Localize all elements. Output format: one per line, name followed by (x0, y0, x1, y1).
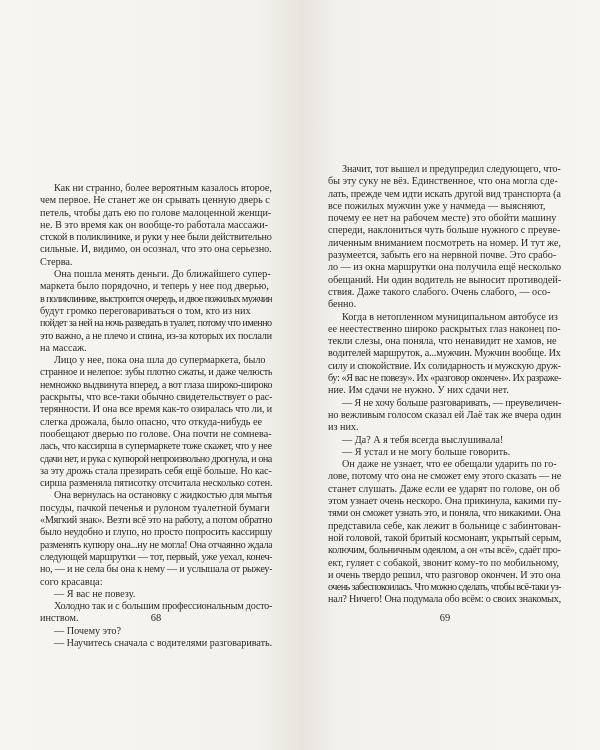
left-page-text (40, 183, 272, 650)
text-line: Холодно так и с большим профессиональным досто- (54, 601, 272, 613)
text-line: из них. (328, 422, 359, 434)
text-line: личенным вниманием посмотреть на номер. И тут же, (328, 237, 561, 249)
text-line: — Я устал и не могу больше говорить. (342, 446, 511, 458)
text-line: ло — из окна маршрутки она получила ещё несколько (328, 262, 561, 274)
text-line: бу: «Я вас не повезу». Их «разговор окончен». Их разраже- (328, 373, 561, 385)
text-line: маркета было порядочно, и теперь у нее под дверью, (40, 281, 269, 293)
text-line: но, — и не села бы она к нему — и услышала от рыжеу- (40, 564, 272, 576)
text-line: силу и спокойствие. Их солидарность и мужскую друж- (328, 360, 561, 372)
text-line: Он даже не узнает, что ее обещали ударить по го- (342, 459, 557, 471)
text-line: нал? Ничего! Она подумала обо всём: о своих знакомых, (328, 594, 561, 606)
text-line: ект, гуляет с собакой, звонит кому-то по мобильному, (328, 557, 560, 569)
text-line: лать, прежде чем идти искать другой вид транспорта (а (328, 188, 561, 200)
text-line: колючим, больничным одеялом, а он «ты всё», сдаёт про- (328, 545, 561, 557)
text-line: разумеется, забыть его на нервной почве. Это срабо- (328, 250, 557, 262)
left-page-number: 68 (150, 613, 162, 624)
text-line: стской в поликлинике, и руки у нее были действительно (40, 232, 272, 244)
text-line: петель, чтобы дать ею по голове малоценной женщи- (40, 207, 272, 219)
text-line: сдачи нет, и рука с купюрой непроизвольно дрогнула, и она (40, 453, 272, 465)
text-line: лась, что кассирша в супермаркете тоже скажет, что у нее (40, 441, 272, 453)
text-line: ствия. Даже такого слабого. Очень слабого, — осо- (328, 286, 551, 298)
text-line: ной головой, такой бритый космонавт, укрытый серым, (328, 532, 561, 544)
text-line: — Я вас не повезу. (54, 588, 136, 600)
text-line: немножко выдвинута вперед, а вот глаза широко-широко (40, 379, 272, 391)
text-line: терянности. И она все время как-то озиралась что ли, и (40, 404, 272, 416)
text-line: сого красавца: (40, 576, 103, 588)
text-line: ние. Им сдачи не нужно. У них сдачи нет. (328, 385, 509, 397)
text-line: за эту дрожь стала презирать себя ещё больше. Но кас- (40, 465, 272, 477)
text-line: лове, потому что она не сможет ему этого сказать — не (328, 471, 561, 483)
text-line: — Почему это? (54, 625, 121, 637)
text-line: текли слезы, она поняла, что ненавидит не хамов, не (328, 336, 557, 348)
text-line: не. В это время как он вообще-то работала массажи- (40, 219, 269, 231)
text-line: но вежливым голосом сказал ей Лаё так же вчера один (328, 409, 561, 421)
text-line: это важно, а не плечо и спина, из-за которых их послали (40, 330, 272, 342)
text-line: пообещают дверью по голове. Она почти не сомнева- (40, 428, 272, 440)
text-line: этом узнает очень нескоро. Она прикинула, какими пу- (328, 496, 561, 508)
text-line: — Да? А я тебя всегда выслушивала! (342, 434, 504, 446)
text-line: — Научитесь сначала с водителями разговаривать. (54, 637, 272, 649)
text-line: Когда в нетопленном муниципальном автобусе из (342, 311, 558, 323)
text-line: спереди, наклониться чуть больше нужного с преуве- (328, 225, 561, 237)
text-line: Стерва. (40, 256, 73, 268)
text-line: Значит, тот вышел и предупредил следующего, что- (342, 164, 561, 175)
text-line: слегка дрожала, было опасно, что откуда-нибудь ее (40, 416, 263, 428)
text-line: — Я не хочу больше разговаривать, — преувеличен- (342, 397, 561, 409)
text-line: и очень твердо решил, что разговор окончен. И это она (328, 569, 561, 581)
text-line: инством. (40, 613, 79, 625)
text-line: было неудобно и глупо, но просто попросить кассиршу (40, 527, 272, 539)
text-line: странное и нелепое: зубы плотно сжаты, и даже челюсть (40, 367, 272, 379)
right-page-text (328, 164, 561, 607)
text-line: Лицо у нее, пока она шла до супермаркета, было (54, 355, 266, 367)
text-line: ее неестественно широко раскрытых глаз наконец по- (328, 323, 561, 335)
text-line: бы эту суку не вёз. Единственное, что она могла сде- (328, 176, 558, 188)
text-line: следующей маршрутки — тот, первый, уже уехал, конеч- (40, 551, 272, 563)
text-line: бенно. (328, 299, 357, 311)
text-line: Она вернулась на остановку с жидкостью для мытья (54, 490, 272, 502)
text-line: почему ее нет на рабочем месте) это обойти машину (328, 213, 557, 225)
text-line: на массаж. (40, 342, 87, 354)
text-line: станет слушать. Даже если ее ударят по голове, он об (328, 483, 560, 495)
text-line: в поликлинике, выстроится очередь, и двое пожилых мужчин (40, 293, 272, 305)
right-page (300, 0, 600, 750)
text-line: будут громко переговариваться о том, кто из них (40, 305, 251, 317)
text-line: сильные. И, видимо, он осознал, что это она серьезно. (40, 244, 272, 256)
text-line: Как ни странно, более вероятным казалось второе, (54, 183, 272, 194)
text-line: чем первое. Не станет же он срывать ценную дверь с (40, 195, 270, 207)
text-line: тями он сможет узнать это, и поняла, что никакими. Она (328, 508, 561, 520)
text-line: все пожилых мужчин уже у начмеда — выясняют, (328, 200, 546, 212)
text-line: посуды, пачкой печенья и рулоном туалетной бумаги (40, 502, 270, 514)
text-line: сирша разменяла пятисотку отсчитала несколько сотен. (40, 478, 272, 490)
right-page-number: 69 (439, 613, 451, 624)
text-line: «Мягкий знак». Везти всё это на работу, а потом обратно (40, 515, 272, 527)
text-line: обещаний. Ни один водитель не выносит противодей- (328, 274, 561, 286)
text-line: раскрыты, что все-таки обычно свидетельствует о рас- (40, 392, 272, 404)
text-line: представила себе, как лежит в больнице с забинтован- (328, 520, 561, 532)
text-line: разменять купюру она...ну не могла! Она отчаянно ждала (40, 539, 272, 551)
text-line: пойдет за ней на ночь разведать в туалет, потому что именно (40, 318, 272, 330)
text-line: Она пошла менять деньги. До ближайшего супер- (54, 269, 271, 281)
text-line: очень забеспокоилась. Что можно сделать, чтобы всё-таки уз- (328, 582, 561, 594)
text-line: водителей маршруток, а...мужчин. Мужчин вообще. Их (328, 348, 561, 360)
